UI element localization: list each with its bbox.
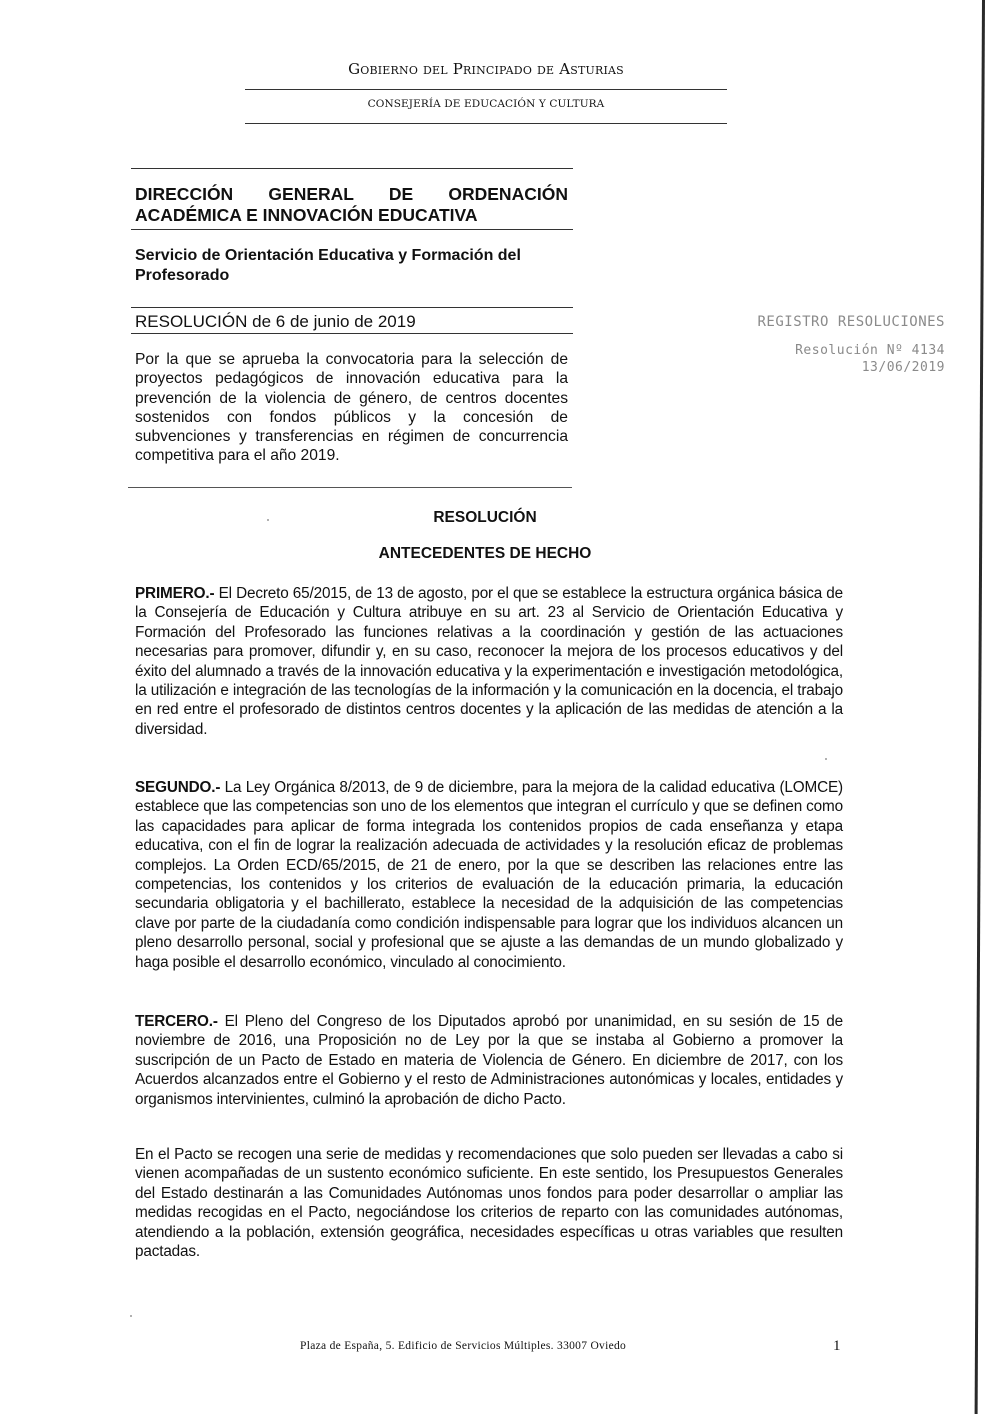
paragraph-text: El Pleno del Congreso de los Diputados aprobó por unanimidad, en su sesión de 15 de noviembre de 2016, una Proposición no de Ley por la que se instaba al Gobierno a promover la suscripción de un Pacto de Estado en materia de Violencia de Género. En diciembre de 2017, con los Acuerdos alcanzados entre el Gobierno y el resto de Administraciones autonómicas y locales, entidades y organismos intervinientes, culminó la aprobación de dicho Pacto.	[135, 1013, 843, 1108]
directorate-line-1	[135, 184, 568, 205]
word: ORDENACIÓN	[448, 184, 568, 204]
word: DE	[388, 184, 414, 204]
section-rule	[128, 487, 572, 488]
paragraph-tercero	[135, 1012, 843, 1109]
scan-edge	[975, 0, 985, 1414]
section-rule	[131, 307, 573, 308]
heading-resolution: RESOLUCIÓN	[433, 509, 537, 526]
scan-speck	[825, 758, 827, 760]
paragraph-text: La Ley Orgánica 8/2013, de 9 de diciembre, para la mejora de la calidad educativa (LOMCE) establece que las competencias son uno de los elementos que integran el currículo y que se definen como las capacidades para aplicar de forma integrada los contenidos propios de cada enseñanza y etapa educativa, con el fin de lograr la realización adecuada de actividades y la resolución eficaz de problemas complejos. La Orden ECD/65/2015, de 21 de enero, por la que se describen las relaciones entre las competencias, los contenidos y los criterios de evaluación de la educación primaria, la educación secundaria obligatoria y el bachillerato, establece la necesidad de la adquisición de las competencias clave por parte de la ciudadanía como condición indispensable para lograr que los individuos alcancen un pleno desarrollo personal, social y profesional que se ajuste a las demandas de un mundo globalizado y haga posible el desarrollo económico, vinculado al conocimiento.	[135, 779, 843, 971]
scan-speck	[267, 519, 269, 521]
page-number: 1	[833, 1338, 841, 1354]
section-rule	[131, 168, 573, 169]
header-rule-bottom	[245, 123, 727, 124]
paragraph-text: El Decreto 65/2015, de 13 de agosto, por el que se establece la estructura orgánica básica de la Consejería de Educación y Cultura atribuye en su art. 23 al Servicio de Orientación Educativa y Formación del Profesorado las funciones relativas a la coordinación y gestión de las actuaciones necesarias para promover, difundir y, en su caso, reconocer la mejora de los procesos educativos y del éxito del alumnado a través de la innovación educativa y la experimentación e investigación metodológica, la utilización e integración de las tecnologías de la información y la comunicación en la docencia, el trabajo en red entre el profesorado de distintos centros docentes y la aplicación de las medidas de atención a la diversidad.	[135, 585, 843, 738]
paragraph-text: En el Pacto se recogen una serie de medidas y recomendaciones que solo pueden ser llevadas a cabo si vienen acompañadas de un sustento económico suficiente. En este sentido, los Presupuestos Generales del Estado destinarán a las Comunidades Autónomas unos fondos para poder desarrollar o ampliar las medidas recogidas en el Pacto, negociándose los criterios de reparto con las comunidades autónomas, atendiendo a la población, extensión geográfica, necesidades específicas u otras variables que resulten pactadas.	[135, 1146, 843, 1261]
service-title: Servicio de Orientación Educativa y Formación del Profesorado	[135, 247, 521, 284]
scan-speck	[130, 1315, 132, 1317]
paragraph-segundo	[135, 778, 843, 972]
registry-stamp-title: REGISTRO RESOLUCIONES	[757, 314, 945, 330]
word: GENERAL	[268, 184, 354, 204]
resolution-date: RESOLUCIÓN de 6 de junio de 2019	[135, 312, 416, 331]
government-title: Gobierno del Principado de Asturias	[348, 60, 624, 78]
paragraph-pacto	[135, 1145, 843, 1261]
summary-text: Por la que se aprueba la convocatoria para la selección de proyectos pedagógicos de innovación educativa para la prevención de la violencia de género, de centros docentes sostenidos con fondos públicos y la concesión de subvenciones y transferencias en régimen de concurrencia competitiva para el año 2019.	[135, 351, 568, 465]
paragraph-label: SEGUNDO.-	[135, 779, 221, 796]
resolution-summary	[135, 350, 568, 466]
registry-stamp-number: Resolución Nº 4134	[795, 343, 945, 358]
directorate-title	[135, 184, 568, 226]
directorate-line-2: ACADÉMICA E INNOVACIÓN EDUCATIVA	[135, 205, 478, 225]
section-rule	[131, 333, 573, 334]
section-rule	[131, 229, 573, 230]
registry-stamp-date: 13/06/2019	[861, 360, 945, 375]
paragraph-label: TERCERO.-	[135, 1013, 218, 1030]
paragraph-label: PRIMERO.-	[135, 585, 215, 602]
ministry-title: CONSEJERÍA DE EDUCACIÓN Y CULTURA	[367, 98, 605, 110]
header-rule-top	[245, 89, 727, 90]
footer-address: Plaza de España, 5. Edificio de Servicios Múltiples. 33007 Oviedo	[300, 1340, 627, 1352]
word: DIRECCIÓN	[135, 184, 234, 204]
paragraph-primero	[135, 584, 843, 739]
heading-background: ANTECEDENTES DE HECHO	[378, 545, 592, 562]
